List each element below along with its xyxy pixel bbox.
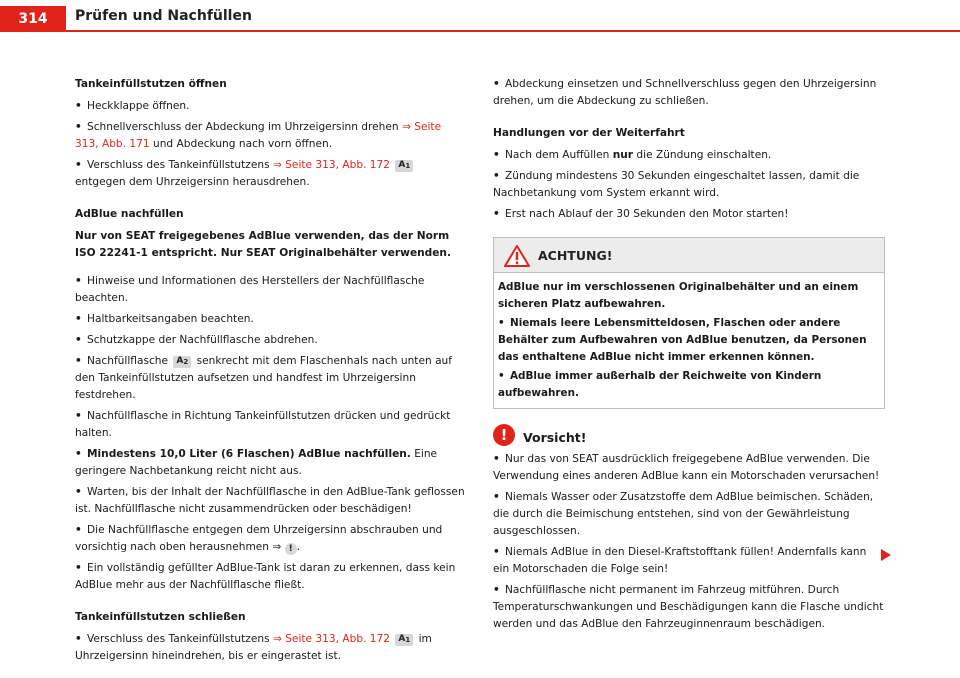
page-reference-link[interactable]: ⇒ Seite 313, Abb. 172 [272, 159, 391, 171]
figure-callout-tag: $A_1$ [395, 634, 413, 646]
list-item: • Zündung mindestens 30 Sekunden eingeschaltet lassen, damit die Nachbetankung vom System erkannt wird. [493, 170, 860, 199]
section-heading-open-filler: Tankeinfüllstutzen öffnen [75, 78, 227, 90]
section-heading-refill: AdBlue nachfüllen [75, 208, 184, 220]
list-item: • Niemals Wasser oder Zusatzstoffe dem AdBlue beimischen. Schäden, die durch die Beimischung entstehen, sind von der Gewährleistung ausgeschlossen. [493, 491, 874, 537]
figure-callout-tag: $A_2$ [173, 356, 191, 368]
list-item: • Abdeckung einsetzen und Schnellverschluss gegen den Uhrzeigersinn drehen, um die Abdeckung zu schließen. [493, 78, 877, 107]
continue-arrow-icon[interactable] [880, 548, 892, 562]
page-reference-link[interactable]: ⇒ Seite 313, Abb. 171 [75, 121, 442, 150]
right-column [493, 76, 885, 637]
warning-body [494, 273, 884, 408]
list-item: • Schutzkappe der Nachfüllflasche abdrehen. [75, 332, 467, 349]
bullet: • [498, 317, 505, 329]
bullet: • [75, 524, 82, 536]
list-item: • Niemals AdBlue in den Diesel-Kraftstofftank füllen! Andernfalls kann ein Motorschaden die Folge sein! [493, 546, 867, 575]
list-item: • Hinweise und Informationen des Herstellers der Nachfüllflasche beachten. [75, 275, 425, 304]
header-rule [0, 30, 960, 32]
warning-box [493, 237, 885, 409]
page-title: Prüfen und Nachfüllen [75, 8, 252, 24]
list-item: • Erst nach Ablauf der 30 Sekunden den Motor starten! [493, 206, 885, 223]
bullet: • [75, 121, 82, 133]
warning-intro: AdBlue nur im verschlossenen Originalbehälter und an einem sicheren Platz aufbewahren. [498, 281, 859, 310]
caution-header [493, 423, 885, 451]
caution-reference-icon[interactable]: ! [285, 543, 297, 555]
list-item: • Nach dem Auffüllen nur die Zündung einschalten. [493, 147, 885, 164]
figure-callout-tag: $A_1$ [395, 160, 413, 172]
list-item: • AdBlue immer außerhalb der Reichweite von Kindern aufbewahren. [498, 370, 822, 399]
bullet: • [493, 78, 500, 90]
page-reference-link[interactable]: ⇒ Seite 313, Abb. 172 [272, 633, 391, 645]
bullet: • [75, 275, 82, 287]
bullet: • [493, 546, 500, 558]
bullet: • [493, 584, 500, 596]
page-number: 314 [0, 6, 66, 32]
list-item: • Nur das von SEAT ausdrücklich freigegebene AdBlue verwenden. Die Verwendung eines anderen AdBlue kann ein Motorschaden verursachen! [493, 453, 880, 482]
list-item: • Verschluss des Tankeinfüllstutzens ⇒ Seite 313, Abb. 172 $A_1$ entgegen dem Uhrzeigersinn herausdrehen. [75, 157, 467, 191]
page-header [0, 0, 960, 32]
list-item: • Nachfüllflasche $A_2$ senkrecht mit dem Flaschenhals nach unten auf den Tankeinfüllstutzen aufsetzen und handfest im Uhrzeigersinn festdrehen. [75, 355, 453, 401]
warning-triangle-icon [504, 245, 530, 267]
bullet: • [498, 370, 505, 382]
list-item: • Nachfüllflasche in Richtung Tankeinfüllstutzen drücken und gedrückt halten. [75, 410, 451, 439]
bullet: • [75, 100, 82, 112]
bullet: • [75, 562, 82, 574]
list-item: • Mindestens 10,0 Liter (6 Flaschen) AdBlue nachfüllen. Eine geringere Nachbetankung reicht nicht aus. [75, 448, 438, 477]
section-heading-before-driving: Handlungen vor der Weiterfahrt [493, 127, 685, 139]
list-item: • Die Nachfüllflasche entgegen dem Uhrzeigersinn abschrauben und vorsichtig nach oben herausnehmen ⇒ ! . [75, 524, 443, 554]
list-item: • Nachfüllflasche nicht permanent im Fahrzeug mitführen. Durch Temperaturschwankungen und Beschädigungen kann die Flasche undicht werden und das AdBlue den Fahrzeuginnenraum beschädigen. [493, 584, 884, 630]
list-item: • Warten, bis der Inhalt der Nachfüllflasche in den AdBlue-Tank geflossen ist. Nachfüllflasche nicht zusammendrücken oder beschädigen! [75, 486, 465, 515]
bullet: • [75, 313, 82, 325]
bullet: • [493, 453, 500, 465]
bullet: • [75, 633, 82, 645]
bullet: • [493, 170, 500, 182]
bullet: • [75, 486, 82, 498]
refill-intro: Nur von SEAT freigegebenes AdBlue verwenden, das der Norm ISO 22241-1 entspricht. Nur SEAT Originalbehälter verwenden. [75, 230, 452, 259]
list-item: • Haltbarkeitsangaben beachten. [75, 311, 467, 328]
list-item: • Niemals leere Lebensmitteldosen, Flaschen oder andere Behälter zum Aufbewahren von AdBlue benutzen, da Personen das enthaltene AdBlue nicht immer erkennen können. [498, 317, 867, 363]
caution-icon: ! [493, 424, 515, 446]
list-item: • Ein vollständig gefüllter AdBlue-Tank ist daran zu erkennen, dass kein AdBlue mehr aus der Nachfüllflasche fließt. [75, 562, 456, 591]
bullet: • [75, 159, 82, 171]
bullet: • [493, 149, 500, 161]
bullet: • [75, 410, 82, 422]
bullet: • [493, 491, 500, 503]
bullet: • [75, 355, 82, 367]
list-item: • Heckklappe öffnen. [75, 98, 467, 115]
caution-title: Vorsicht! [523, 430, 587, 445]
warning-title: ACHTUNG! [538, 248, 613, 263]
list-item: • Schnellverschluss der Abdeckung im Uhrzeigersinn drehen ⇒ Seite 313, Abb. 171 und Abdeckung nach vorn öffnen. [75, 121, 442, 150]
list-item: • Verschluss des Tankeinfüllstutzens ⇒ Seite 313, Abb. 172 $A_1$ im Uhrzeigersinn hineindrehen, bis er eingerastet ist. [75, 633, 432, 662]
warning-header [494, 238, 884, 273]
bullet: • [75, 448, 82, 460]
bullet: • [493, 208, 500, 220]
section-heading-close-filler: Tankeinfüllstutzen schließen [75, 611, 246, 623]
bullet: • [75, 334, 82, 346]
left-column [75, 76, 467, 669]
